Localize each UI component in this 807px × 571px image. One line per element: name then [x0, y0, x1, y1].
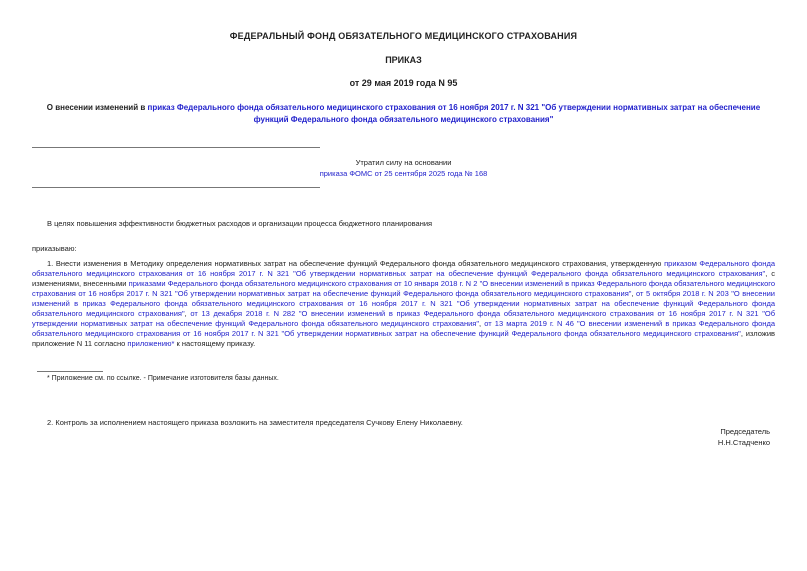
doc-reference-link[interactable]: приложению* [127, 339, 175, 348]
doc-reference-link[interactable]: приказами Федерального фонда обязательного медицинского страхования от 10 января 2018 г. N 2 "О внесении изменений в приказ Федерального фонда обязательного медицинского страхования от 16 ноября 2017 г. N 321 "Об утверждении нормативных затрат на обеспечение функций Федерального фонда обязательного медицинского страхования" [32, 279, 776, 298]
status-note-text: Утратил силу на основании [355, 158, 452, 167]
doc-title-order-link[interactable]: приказ Федерального фонда обязательного медицинского страхования от 16 ноября 2017 г. N 321 "Об утверждении нормативных затрат на обеспечение функций Федерального фонда обязательного медицинского страхования" [147, 103, 761, 124]
doc-reference-link[interactable]: приказом Федерального фонда обязательного медицинского страхования от 16 ноября 2017 г. N 321 "Об утверждении нормативных затрат на обеспечение функций Федерального фонда обязательного медицинского страхования" [32, 259, 776, 278]
text-segment: , с изменениями, внесенными [32, 269, 775, 288]
text-segment: , изложив приложение N 11 согласно [32, 329, 775, 348]
doc-title-prefix: О внесении изменений в [46, 103, 148, 112]
doc-reference-link[interactable]: от 5 октября 2018 г. N 203 "О внесении изменений в приказ Федерального фонда обязательного медицинского страхования от 16 ноября 2017 г. N 321 "Об утверждении нормативных затрат на обеспечение функций Федерального фонда обязательного медицинского страхования" [32, 289, 776, 318]
status-note-order-link[interactable]: приказа ФОМС от 25 сентября 2025 года № 168 [319, 169, 488, 178]
item-2-container [32, 418, 775, 428]
doc-reference-link[interactable]: от 13 марта 2019 г. N 46 "О внесении изменений в приказ Федерального фонда обязательного медицинского страхования от 16 ноября 2017 г. N 321 "Об утверждении нормативных затрат на обеспечение функций Федерального фонда обязательного медицинского страхования" [32, 319, 775, 338]
order-word: приказываю: [32, 244, 77, 253]
doc-date-number: от 29 мая 2019 года N 95 [349, 78, 458, 88]
signatory-position: Председатель [720, 427, 770, 436]
text-segment: , [184, 309, 191, 318]
footnote-text: * Приложение см. по ссылке. - Примечание изготовителя базы данных. [47, 375, 279, 382]
document-body [32, 219, 775, 349]
signature-block [718, 426, 770, 448]
text-segment: , [631, 289, 637, 298]
item-1-paragraph [32, 259, 775, 349]
text-segment: 1. Внести изменения в Методику определения нормативных затрат на обеспечение функций Федерального фонда обязательного медицинского страхования, утвержденную [47, 259, 665, 268]
status-note [32, 148, 775, 187]
bottom-divider-line [32, 187, 320, 188]
preamble-paragraph: В целях повышения эффективности бюджетных расходов и организации процесса бюджетного планирования [47, 219, 433, 228]
footnote-block [32, 371, 775, 384]
footnote-divider-line [37, 371, 103, 372]
doc-reference-link[interactable]: от 13 декабря 2018 г. N 282 "О внесении изменений в приказ Федерального фонда обязательного медицинского страхования от 16 ноября 2017 г. N 321 "Об утверждении нормативных затрат на обеспечение функций Федерального фонда обязательного медицинского страхования" [32, 309, 776, 328]
status-annotation-block [32, 147, 775, 188]
text-segment: , [479, 319, 485, 328]
text-segment: к настоящему приказу. [174, 339, 256, 348]
item-2-paragraph: 2. Контроль за исполнением настоящего приказа возложить на заместителя председателя Сучкову Елену Николаевну. [47, 418, 463, 427]
org-name-heading: ФЕДЕРАЛЬНЫЙ ФОНД ОБЯЗАТЕЛЬНОГО МЕДИЦИНСКОГО СТРАХОВАНИЯ [229, 31, 578, 41]
doc-type-heading: ПРИКАЗ [385, 55, 422, 65]
doc-title [40, 102, 767, 126]
signatory-name: Н.Н.Стадченко [717, 438, 770, 447]
